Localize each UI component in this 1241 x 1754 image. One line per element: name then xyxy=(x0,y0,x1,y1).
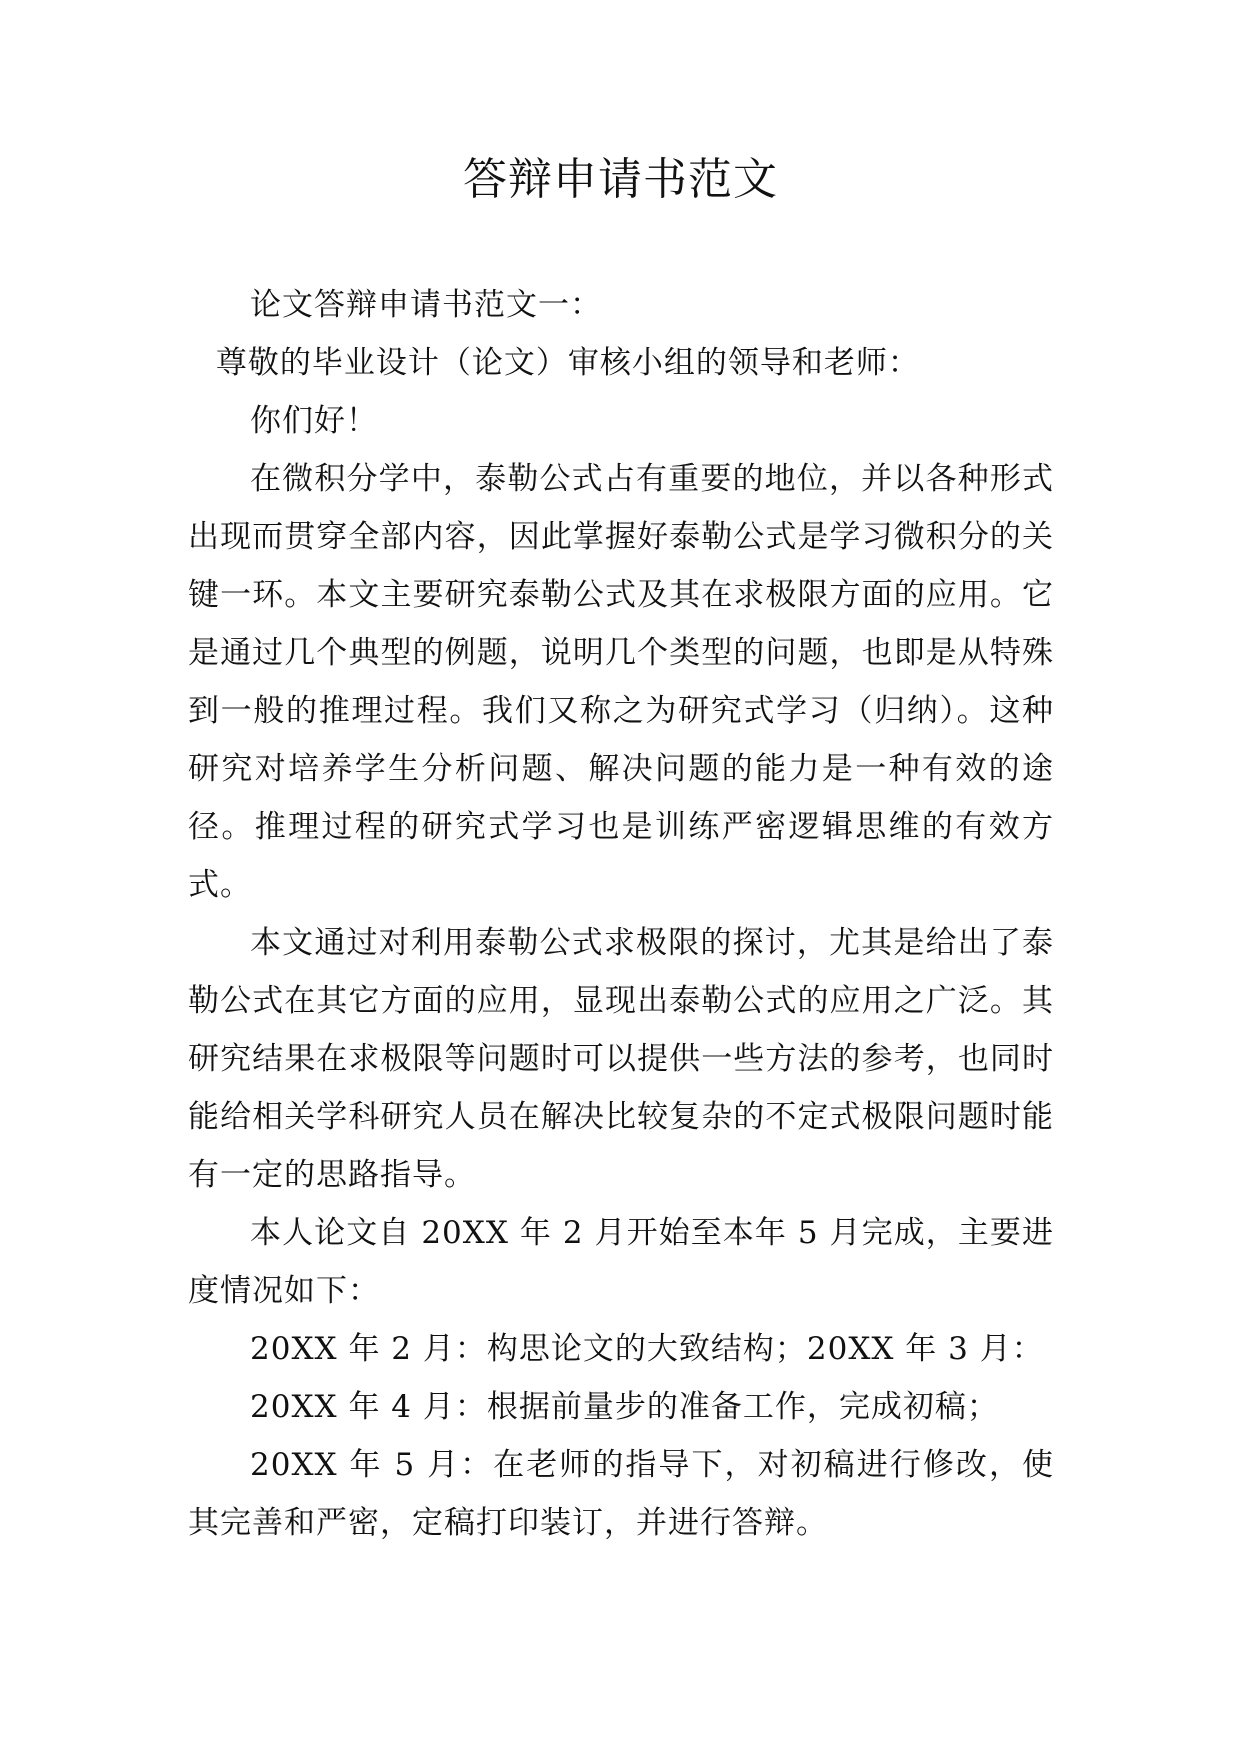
salutation: 尊敬的毕业设计（论文）审核小组的领导和老师： xyxy=(215,345,920,381)
schedule-item: 20XX 年 5 月：在老师的指导下，对初稿进行修改，使其完善和严密，定稿打印装订，并进行答辩。 xyxy=(188,1447,1054,1541)
greeting: 你们好！ xyxy=(250,403,378,439)
body-paragraph: 本文通过对利用泰勒公式求极限的探讨，尤其是给出了泰勒公式在其它方面的应用，显现出泰勒公式的应用之广泛。其研究结果在求极限等问题时可以提供一些方法的参考，也同时能给相关学科研究人员在解决比较复杂的不定式极限问题时能有一定的思路指导。 xyxy=(188,925,1054,1193)
schedule-item: 20XX 年 2 月：构思论文的大致结构；20XX 年 3 月： xyxy=(250,1331,1044,1367)
document-title: 答辩申请书范文 xyxy=(463,154,778,205)
section-heading: 论文答辩申请书范文一： xyxy=(250,287,602,323)
document-body xyxy=(188,276,1054,1552)
body-paragraph: 在微积分学中，泰勒公式占有重要的地位，并以各种形式出现而贯穿全部内容，因此掌握好泰勒公式是学习微积分的关键一环。本文主要研究泰勒公式及其在求极限方面的应用。它是通过几个典型的例题，说明几个类型的问题，也即是从特殊到一般的推理过程。我们又称之为研究式学习（归纳）。这种研究对培养学生分析问题、解决问题的能力是一种有效的途径。推理过程的研究式学习也是训练严密逻辑思维的有效方式。 xyxy=(188,461,1054,903)
body-paragraph: 本人论文自 20XX 年 2 月开始至本年 5 月完成，主要进度情况如下： xyxy=(188,1215,1054,1309)
schedule-item: 20XX 年 4 月：根据前量步的准备工作，完成初稿； xyxy=(250,1389,999,1425)
